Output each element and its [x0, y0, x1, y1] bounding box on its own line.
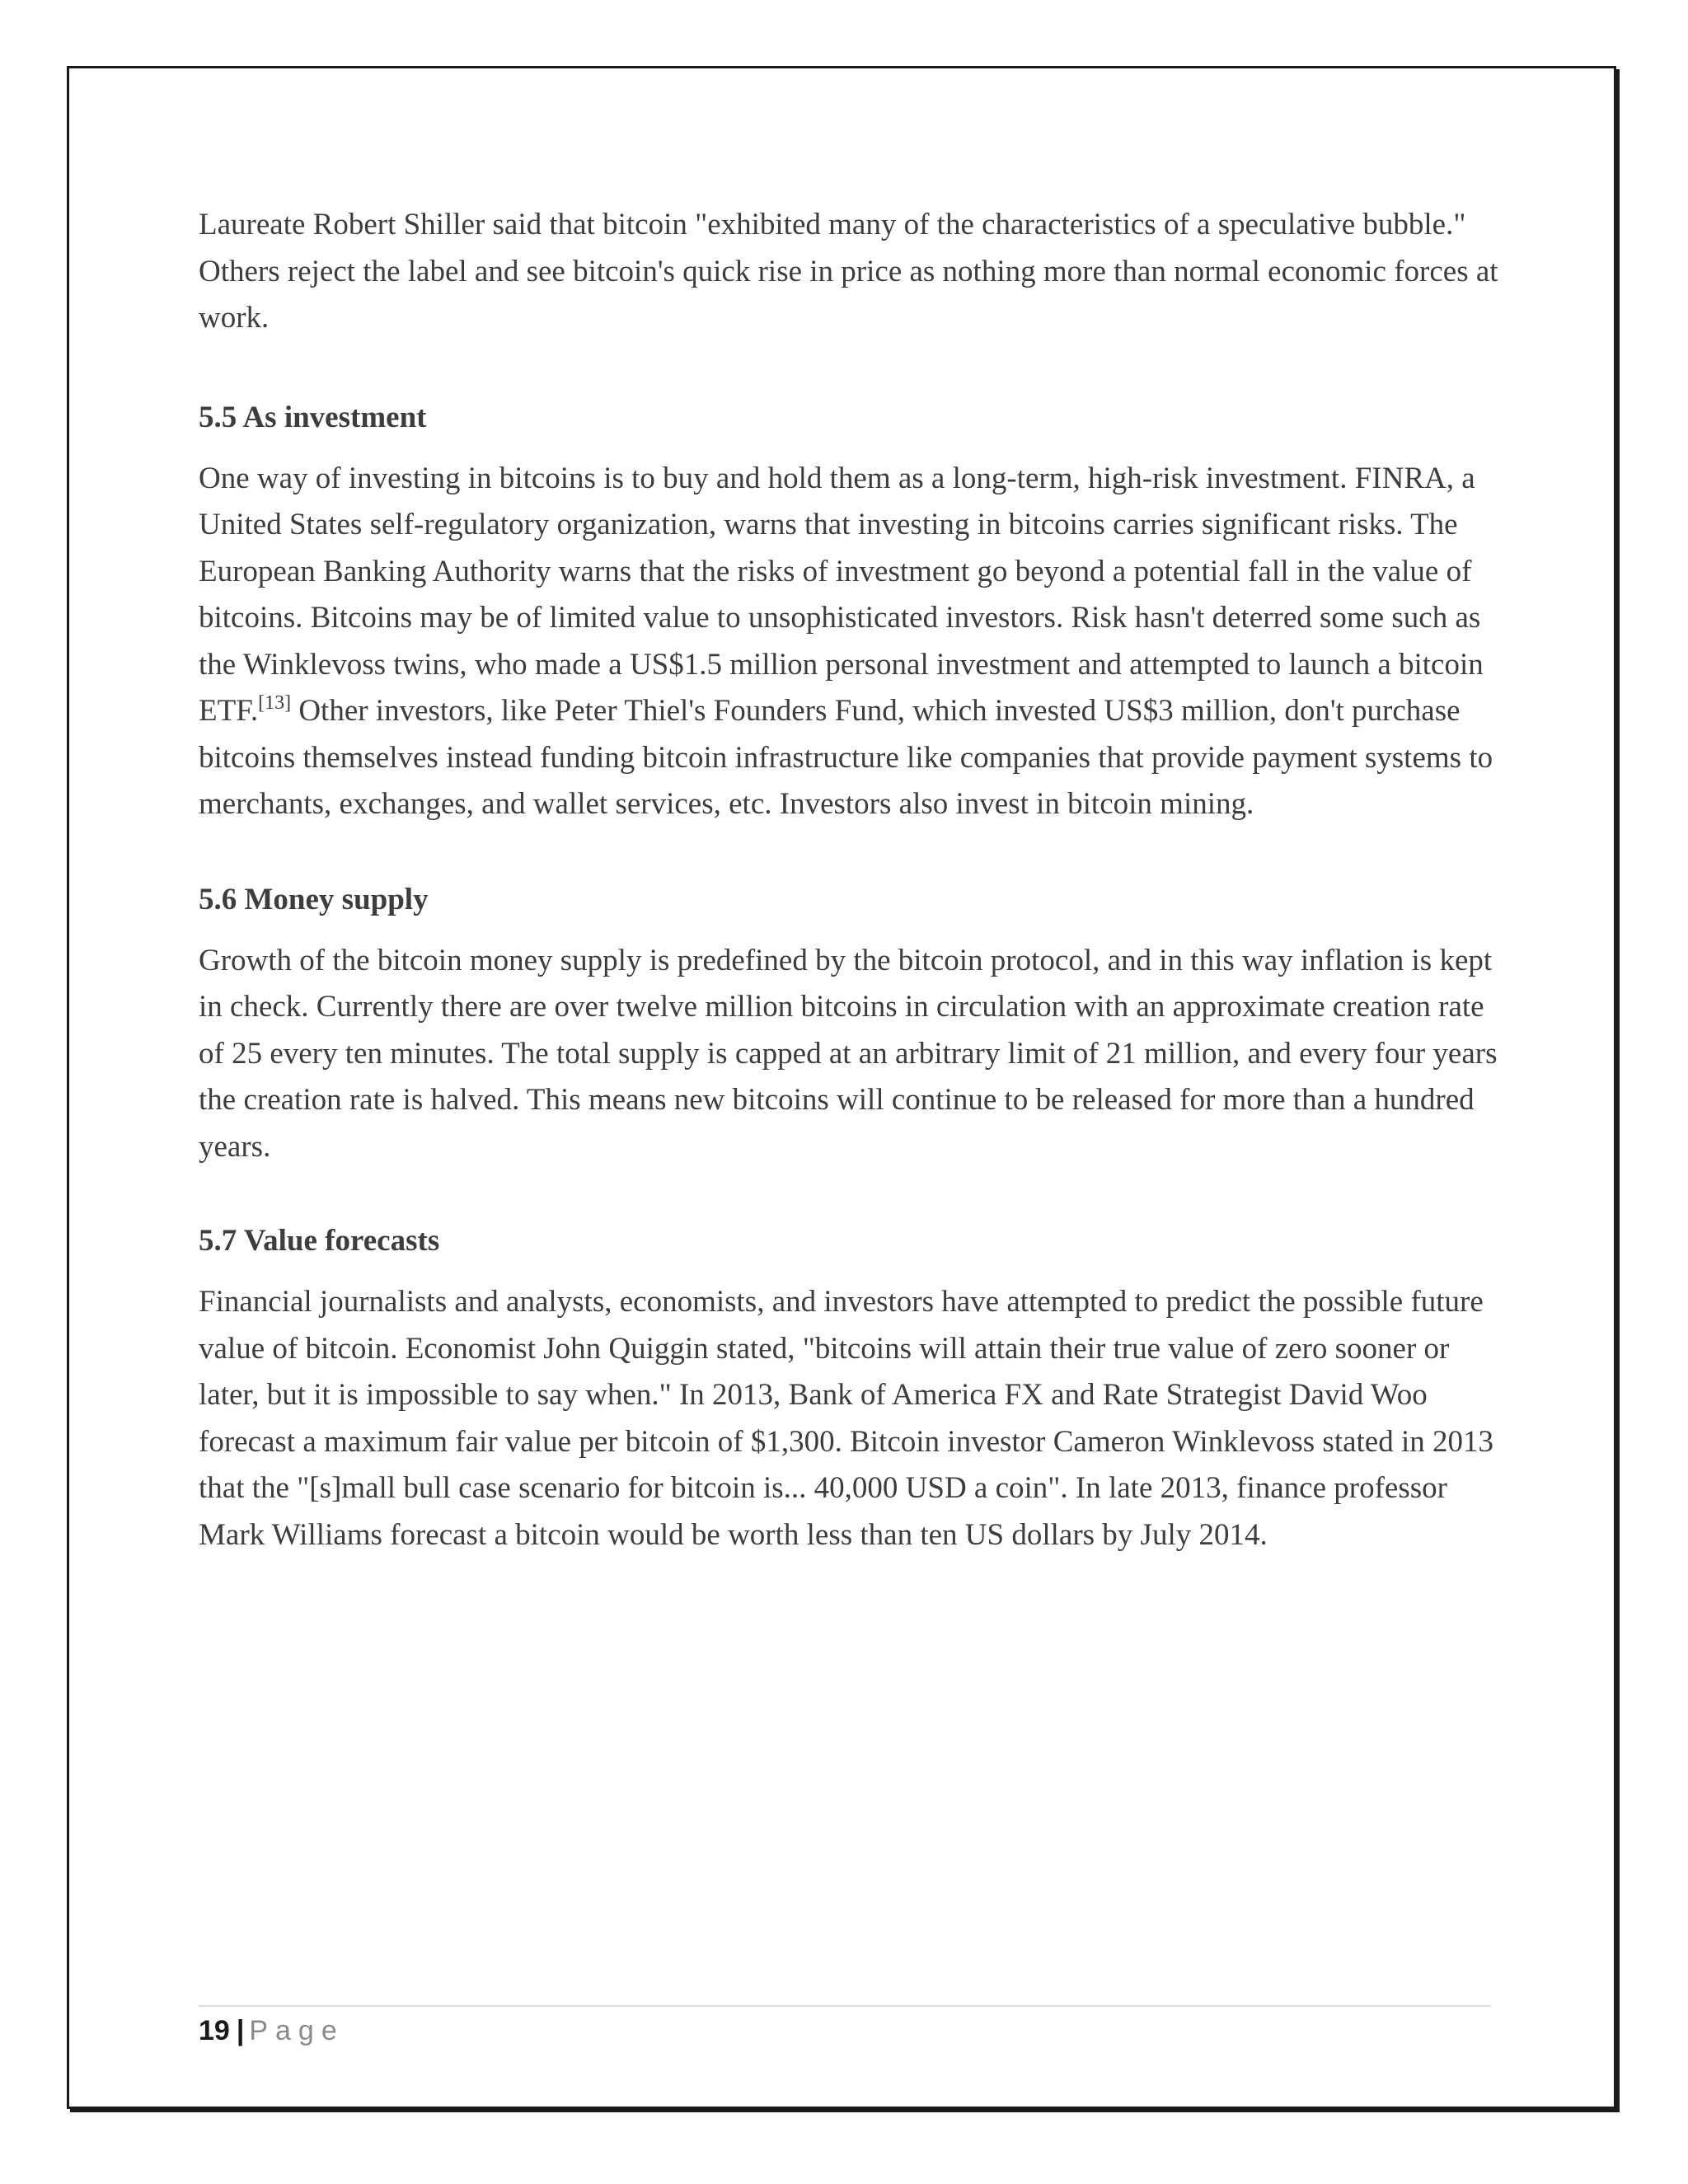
- paragraph-text: One way of investing in bitcoins is to buy and hold them as a long-term, high-risk investment. FINRA, a United States self-regulatory organization, warns that investing in bitcoins carries significant risks. The European Banking Authority warns that the risks of investment go beyond a potential fall in the value of bitcoins. Bitcoins may be of limited value to unsophisticated investors. Risk hasn't deterred some such as the Winklevoss twins, who made a US$1.5 million personal investment and attempted to launch a bitcoin ETF.: [199, 461, 1484, 728]
- footnote-reference[interactable]: [13]: [258, 692, 292, 714]
- section-paragraph-money-supply: Growth of the bitcoin money supply is predefined by the bitcoin protocol, and in this way inflation is kept in check. Currently there are over twelve million bitcoins in circulation with an approximate creation rate of 25 every ten minutes. The total supply is capped at an arbitrary limit of 21 million, and every four years the creation rate is halved. This means new bitcoins will continue to be released for more than a hundred years.: [199, 943, 1498, 1164]
- page-label: Page: [249, 2015, 345, 2046]
- paragraph-text: Other investors, like Peter Thiel's Founders Fund, which invested US$3 million, don't purchase bitcoins themselves instead funding bitcoin infrastructure like companies that provide payment systems to merchants, exchanges, and wallet services, etc. Investors also invest in bitcoin mining.: [199, 694, 1493, 821]
- document-body: [199, 202, 1501, 1558]
- section-paragraph-value-forecasts: Financial journalists and analysts, economists, and investors have attempted to predict the possible future value of bitcoin. Economist John Quiggin stated, "bitcoins will attain their true value of zero sooner or later, but it is impossible to say when." In 2013, Bank of America FX and Rate Strategist David Woo forecast a maximum fair value per bitcoin of $1,300. Bitcoin investor Cameron Winklevoss stated in 2013 that the "[s]mall bull case scenario for bitcoin is... 40,000 USD a coin". In late 2013, finance professor Mark Williams forecast a bitcoin would be worth less than ten US dollars by July 2014.: [199, 1285, 1494, 1552]
- footer-separator: |: [236, 2015, 245, 2046]
- section-heading-money-supply: 5.6 Money supply: [199, 882, 429, 916]
- footer-divider: [199, 2005, 1491, 2007]
- page-footer: [199, 2011, 345, 2050]
- section-heading-value-forecasts: 5.7 Value forecasts: [199, 1224, 440, 1258]
- page-number: 19: [199, 2015, 230, 2046]
- section-heading-as-investment: 5.5 As investment: [199, 400, 427, 434]
- intro-paragraph: Laureate Robert Shiller said that bitcoin "exhibited many of the characteristics of a speculative bubble." Others reject the label and see bitcoin's quick rise in price as nothing more than normal economic forces at work.: [199, 208, 1498, 335]
- section-paragraph-as-investment: [199, 456, 1501, 828]
